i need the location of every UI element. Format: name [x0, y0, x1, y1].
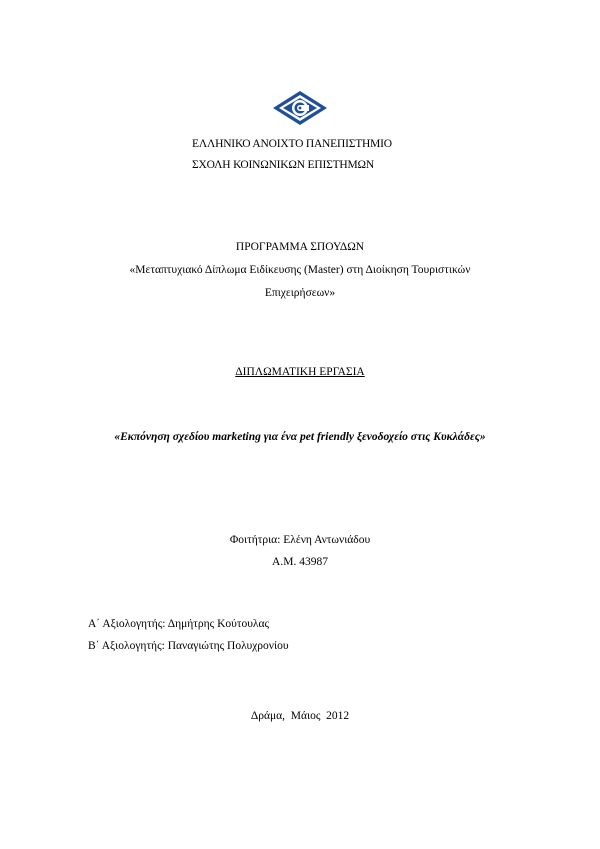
program-heading: ΠΡΟΓΡΑΜΜΑ ΣΠΟΥΔΩΝ: [235, 241, 365, 253]
second-evaluator: Β΄ Αξιολογητής: Παναγιώτης Πολυχρονίου: [88, 640, 289, 652]
thesis-title: «Εκπόνηση σχεδίου marketing για ένα pet friendly ξενοδοχείο στις Κυκλάδες»: [114, 431, 486, 443]
school-name: ΣΧΟΛΗ ΚΟΙΝΩΝΙΚΩΝ ΕΠΙΣΤΗΜΩΝ: [192, 159, 374, 171]
thesis-type: ΔΙΠΛΩΜΑΤΙΚΗ ΕΡΓΑΣΙΑ: [235, 366, 365, 378]
program-name-line1: «Μεταπτυχιακό Δίπλωμα Ειδίκευσης (Master) στη Διοίκηση Τουριστικών: [129, 264, 471, 276]
student-id: Α.Μ. 43987: [272, 556, 328, 568]
student-name: Φοιτήτρια: Ελένη Αντωνιάδου: [229, 534, 371, 546]
university-logo-icon: [272, 90, 328, 126]
university-name: ΕΛΛΗΝΙΚΟ ΑΝΟΙΧΤΟ ΠΑΝΕΠΙΣΤΗΜΙΟ: [192, 138, 392, 150]
place-date: Δράμα, Μάιος 2012: [250, 710, 350, 722]
first-evaluator: Α΄ Αξιολογητής: Δημήτρης Κούτουλας: [88, 618, 270, 630]
program-name-line2: Επιχειρήσεων»: [264, 287, 336, 299]
